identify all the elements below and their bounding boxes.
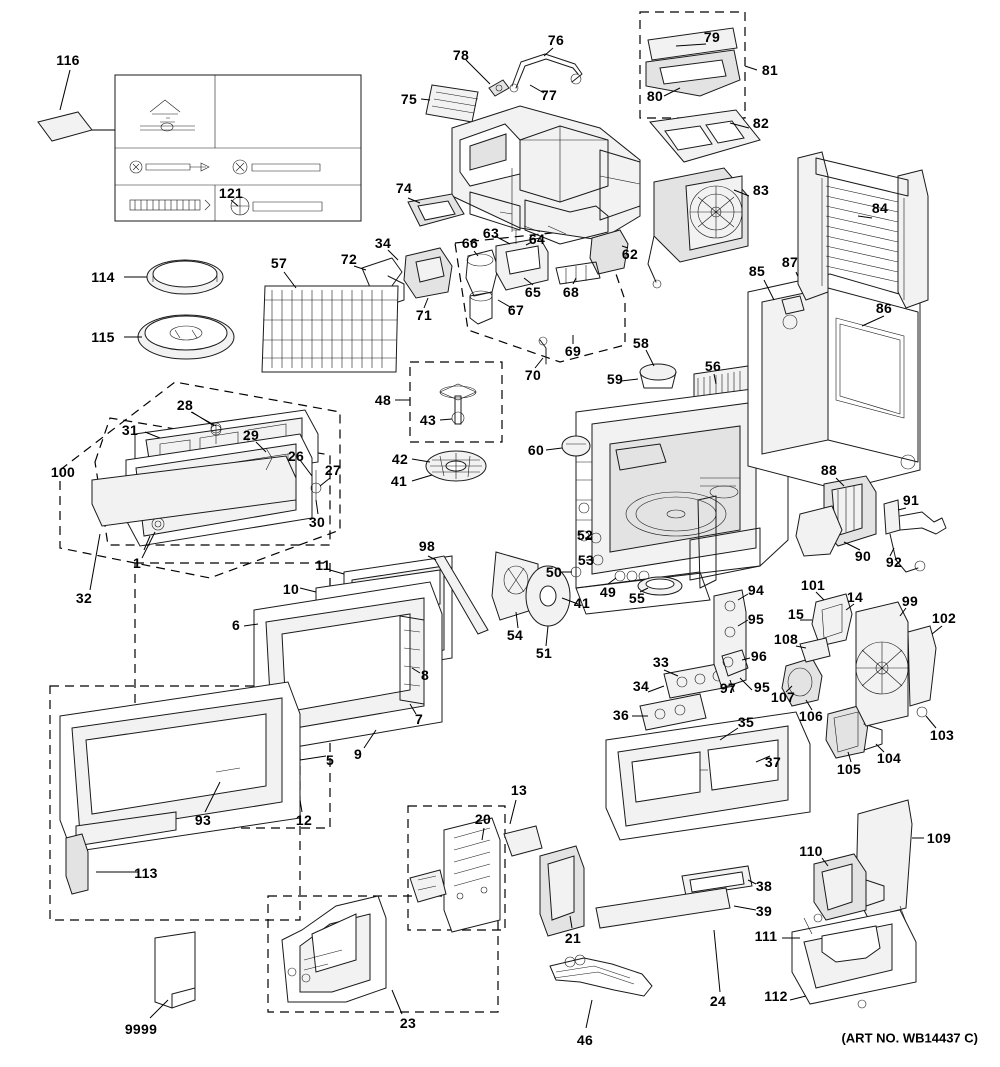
callout-29: 29 <box>242 427 260 443</box>
part-83-blower-motor <box>648 168 749 288</box>
callout-32: 32 <box>75 590 93 606</box>
callout-8: 8 <box>420 667 430 683</box>
callout-7: 7 <box>414 711 424 727</box>
callout-35: 35 <box>737 714 755 730</box>
callout-78: 78 <box>452 47 470 63</box>
part-60-cavity-fitting <box>546 436 590 456</box>
callout-116: 116 <box>56 52 80 68</box>
callout-26: 26 <box>287 448 305 464</box>
callout-11: 11 <box>315 557 331 573</box>
callout-48: 48 <box>374 392 392 408</box>
part-111-112-base-pan <box>782 906 916 1008</box>
part-top-chassis-assembly <box>452 106 640 244</box>
callout-85: 85 <box>748 263 766 279</box>
callout-106: 106 <box>798 708 824 724</box>
callout-21: 21 <box>564 930 582 946</box>
callout-90: 90 <box>854 548 872 564</box>
callout-92: 92 <box>885 554 903 570</box>
callout-94: 94 <box>747 582 765 598</box>
callout-24: 24 <box>709 993 727 1009</box>
callout-46: 46 <box>576 1032 594 1048</box>
callout-82: 82 <box>752 115 770 131</box>
part-99-102-103-fan-blade-assembly <box>856 602 942 728</box>
callout-62: 62 <box>621 246 639 262</box>
part-58-59-waveguide-cap <box>621 350 676 388</box>
callout-13: 13 <box>510 782 528 798</box>
callout-34-lower: 34 <box>632 678 650 694</box>
callout-34-top: 34 <box>374 235 392 251</box>
callout-93: 93 <box>194 812 212 828</box>
callout-114: 114 <box>91 269 115 285</box>
part-13-20-control-box <box>444 800 542 932</box>
callout-107: 107 <box>770 689 796 705</box>
callout-64: 64 <box>528 231 546 247</box>
callout-20: 20 <box>474 811 492 827</box>
callout-43: 43 <box>419 412 437 428</box>
part-87-outer-wrapper <box>748 272 920 490</box>
callout-56: 56 <box>704 358 722 374</box>
callout-36: 36 <box>612 707 630 723</box>
callout-14: 14 <box>846 589 864 605</box>
callout-59: 59 <box>606 371 624 387</box>
callout-111: 111 <box>754 928 778 944</box>
callout-80: 80 <box>646 88 664 104</box>
part-115-glass-turntable-tray <box>124 315 234 359</box>
callout-81: 81 <box>761 62 779 78</box>
callout-84: 84 <box>871 200 889 216</box>
callout-86: 86 <box>875 300 893 316</box>
callout-28: 28 <box>176 397 194 413</box>
callout-87: 87 <box>781 254 799 270</box>
callout-60: 60 <box>527 442 545 458</box>
callout-23: 23 <box>399 1015 417 1031</box>
part-46-wire-harness <box>550 955 652 1028</box>
callout-31: 31 <box>121 422 139 438</box>
callout-113: 113 <box>134 865 158 881</box>
callout-5: 5 <box>325 752 335 768</box>
callout-50: 50 <box>545 564 563 580</box>
callout-72: 72 <box>340 251 358 267</box>
callout-75: 75 <box>400 91 418 107</box>
callout-69: 69 <box>564 343 582 359</box>
callout-105: 105 <box>836 761 862 777</box>
callout-49: 49 <box>599 584 617 600</box>
part-9999-installation-instructions <box>150 932 195 1018</box>
callout-103: 103 <box>929 727 955 743</box>
callout-63: 63 <box>482 225 500 241</box>
art-number-label: (ART NO. WB14437 C) <box>841 1030 978 1046</box>
part-75-grease-filter-vent <box>421 85 478 122</box>
callout-110: 110 <box>799 843 823 859</box>
callout-10: 10 <box>282 581 300 597</box>
callout-99: 99 <box>901 593 919 609</box>
callout-97: 97 <box>719 680 737 696</box>
callout-77: 77 <box>540 87 558 103</box>
part-116-door-shim <box>38 70 92 141</box>
part-21-relay-box <box>540 846 584 936</box>
callout-95-lower: 95 <box>753 679 771 695</box>
callout-95-upper: 95 <box>747 611 765 627</box>
part-78-damper-rod <box>466 60 509 96</box>
callout-71: 71 <box>415 307 433 323</box>
part-74-cavity-light-lens <box>408 194 464 226</box>
callout-83: 83 <box>752 182 770 198</box>
callout-41-right: 41 <box>573 595 591 611</box>
callout-100: 100 <box>50 464 76 480</box>
callout-65: 65 <box>524 284 542 300</box>
callout-51: 51 <box>535 645 553 661</box>
callout-74: 74 <box>395 180 413 196</box>
callout-88: 88 <box>820 462 838 478</box>
part-42-stirrer-fan <box>412 451 486 481</box>
callout-67: 67 <box>507 302 525 318</box>
callout-12: 12 <box>295 812 313 828</box>
callout-52: 52 <box>576 527 594 543</box>
part-38-39-filter-panels <box>596 866 756 992</box>
callout-27: 27 <box>324 462 342 478</box>
callout-104: 104 <box>876 750 902 766</box>
callout-6: 6 <box>231 617 241 633</box>
callout-38: 38 <box>755 878 773 894</box>
callout-39: 39 <box>755 903 773 919</box>
callout-101: 101 <box>800 577 826 593</box>
callout-76: 76 <box>547 32 565 48</box>
callout-55: 55 <box>628 590 646 606</box>
part-79-80-81-vent-hood-assembly <box>646 28 757 96</box>
callout-9999: 9999 <box>124 1021 158 1037</box>
callout-115: 115 <box>91 329 115 345</box>
callout-112: 112 <box>764 988 788 1004</box>
callout-79: 79 <box>703 29 721 45</box>
callout-91: 91 <box>902 492 920 508</box>
callout-1: 1 <box>132 555 142 571</box>
callout-96: 96 <box>750 648 768 664</box>
callout-42: 42 <box>391 451 409 467</box>
callout-37: 37 <box>764 754 782 770</box>
callout-57: 57 <box>270 255 288 271</box>
part-37-bottom-vent-panel <box>606 712 810 840</box>
callout-30: 30 <box>308 514 326 530</box>
part-71-thermostat <box>404 248 452 308</box>
callout-68: 68 <box>562 284 580 300</box>
callout-66: 66 <box>461 235 479 251</box>
callout-58: 58 <box>632 335 650 351</box>
callout-9: 9 <box>353 746 363 762</box>
part-14-15-101-108-switches <box>796 592 854 662</box>
callout-102: 102 <box>931 610 957 626</box>
callout-15: 15 <box>787 606 805 622</box>
callout-41-left: 41 <box>390 473 408 489</box>
callout-121: 121 <box>218 185 244 201</box>
callout-98: 98 <box>418 538 436 554</box>
part-114-turntable-support-ring <box>124 260 223 294</box>
callout-54: 54 <box>506 627 524 643</box>
part-23-control-housing <box>282 870 446 1014</box>
part-57-rack <box>262 272 398 372</box>
callout-70: 70 <box>524 367 542 383</box>
callout-53: 53 <box>577 552 595 568</box>
callout-33: 33 <box>652 654 670 670</box>
callout-108: 108 <box>773 631 799 647</box>
callout-109: 109 <box>926 830 952 846</box>
dashed-group-43-48 <box>410 362 502 442</box>
part-94-95-96-97-latch-assembly <box>714 590 752 692</box>
